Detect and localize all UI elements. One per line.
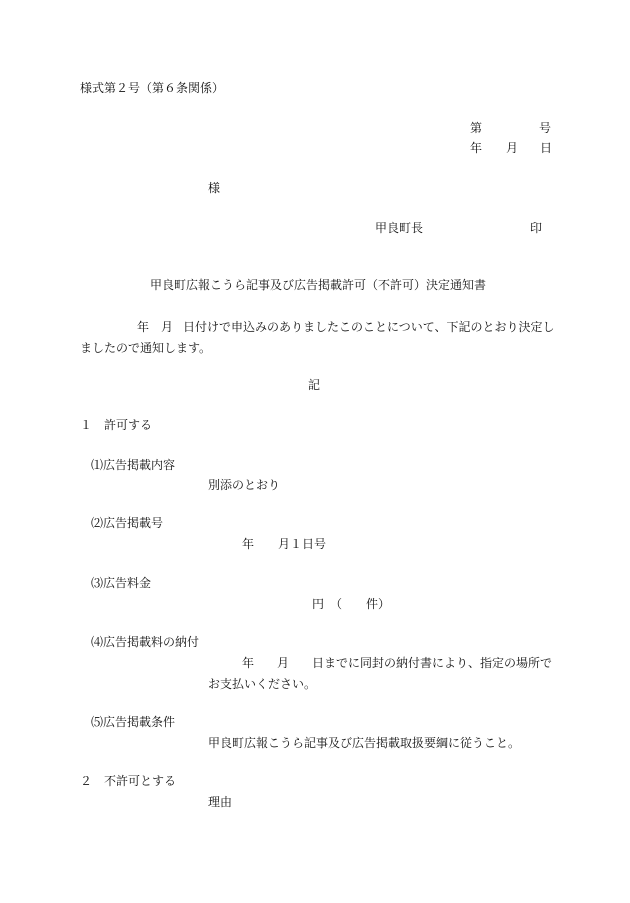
document-title: 甲良町広報こうら記事及び広告掲載許可（不許可）決定通知書: [150, 278, 487, 292]
item3-label: ⑶広告料金: [91, 576, 152, 590]
issuer-title: 甲良町長: [375, 221, 424, 235]
section1-heading: １ 許可する: [80, 418, 153, 432]
item5-value: 甲良町広報こうら記事及び広告掲載取扱要綱に従うこと。: [208, 736, 521, 750]
date-day: 日: [540, 141, 553, 155]
item4-value-rest: 日までに同封の納付書により、指定の場所で: [312, 656, 553, 670]
item4-value-year: 年: [242, 656, 255, 670]
section2-heading: ２ 不許可とする: [80, 774, 177, 788]
doc-number-go: 号: [539, 121, 552, 135]
intro-text: 日付けで申込みのありましたこのことについて、下記のとおり決定し: [183, 320, 555, 334]
ki-marker: 記: [308, 378, 321, 392]
item4-value-month: 月: [277, 656, 290, 670]
form-number: 様式第２号（第６条関係）: [80, 81, 225, 95]
item2-value-rest: 月１日号: [278, 537, 327, 551]
item1-value: 別添のとおり: [208, 478, 281, 492]
item2-value-year: 年: [242, 537, 255, 551]
item3-value: 円 （ 件）: [312, 597, 391, 611]
item4-label: ⑷広告掲載料の納付: [91, 635, 200, 649]
reason-label: 理由: [208, 795, 233, 809]
item5-label: ⑸広告掲載条件: [91, 715, 176, 729]
item4-value-line2: お支払いください。: [208, 677, 317, 691]
intro-text-line2: ましたので通知します。: [80, 341, 212, 355]
doc-number-dai: 第: [470, 121, 483, 135]
addressee-suffix: 様: [208, 181, 221, 195]
intro-year: 年: [137, 320, 150, 334]
date-month: 月: [506, 141, 519, 155]
item2-label: ⑵広告掲載号: [91, 516, 164, 530]
item1-label: ⑴広告掲載内容: [91, 458, 176, 472]
intro-month: 月: [161, 320, 174, 334]
issuer-seal: 印: [530, 221, 543, 235]
date-year: 年: [470, 141, 483, 155]
